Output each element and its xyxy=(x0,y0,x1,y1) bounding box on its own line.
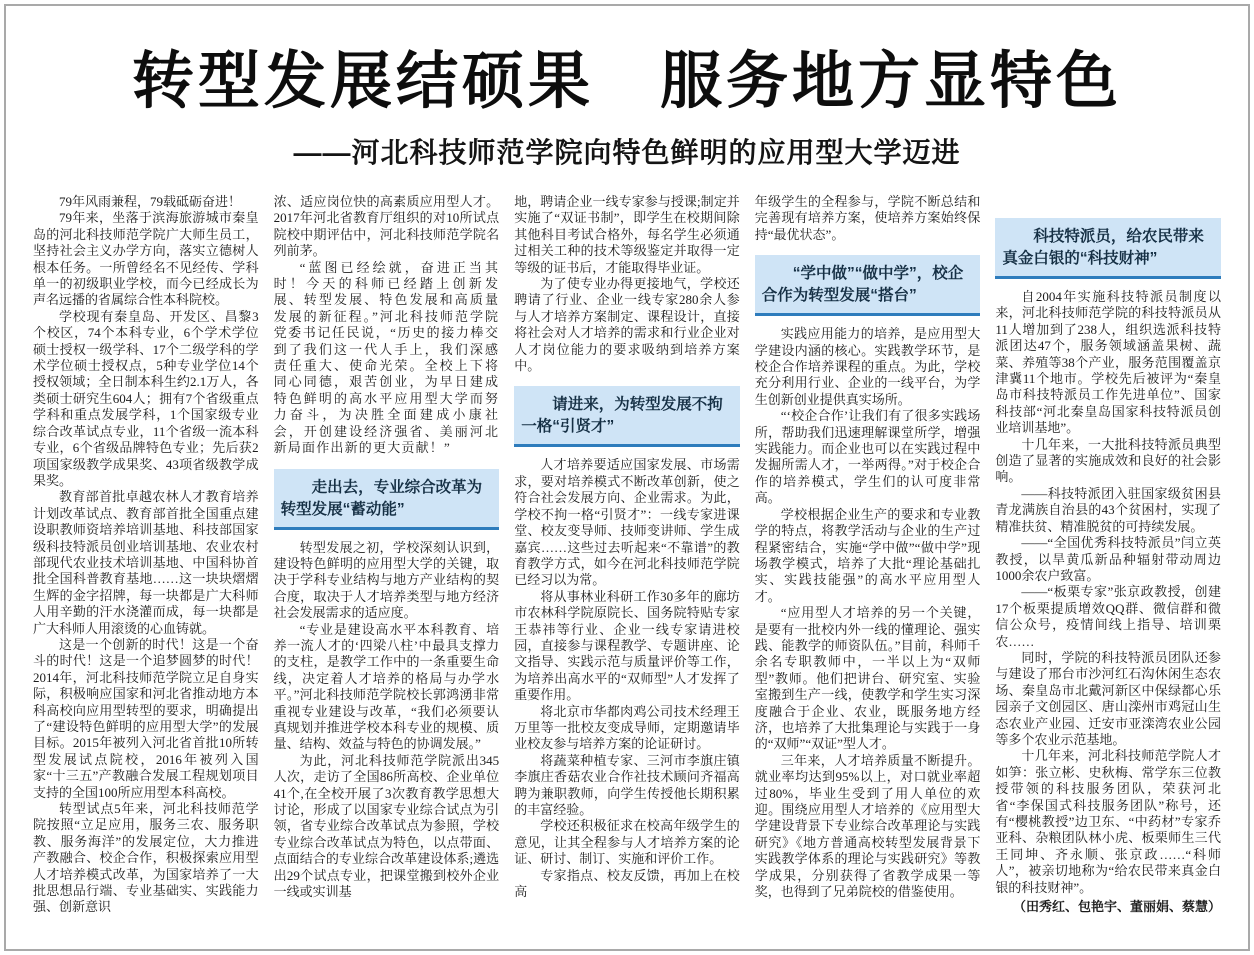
paragraph: “应用型人才培养的另一个关键，是要有一批校内外一线的懂理论、强实践、能教学的师资队伍。”目前，科师千余名专职教师中，一半以上为“双师型”教师。他们把讲台、研究室、实验室搬到生产一线，使教学和学生实习深度融合于企业、农业，既服务地方经济，也培养了大批集理论与实践于一身的“双师”“双证”型人才。 xyxy=(754,605,981,752)
paragraph: 这是一个创新的时代！这是一个奋斗的时代！这是一个追梦圆梦的时代！2014年，河北科技师范学院立足自身实际，积极响应国家和河北省推动地方本科高校向应用型转型的要求，明确提出了“建设特色鲜明的应用型大学”的发展目标。2015年被列入河北省首批10所转型发展试点院校，2016年被列入国家“十三五”产教融合发展工程规划项目支持的全国100所应用型本科高校。 xyxy=(33,636,259,800)
paragraph: 自2004年实施科技特派员制度以来，河北科技师范学院的科技特派员从11人增加到了238人，组织选派科技特派团达47个，服务领域涵盖果树、蔬菜、养殖等38个产业，服务范围覆盖京津冀11个地市。学校先后被评为“秦皇岛市科技特派员工作先进单位”、国家科技部“河北秦皇岛国家科技特派员创业培训基地”。 xyxy=(995,289,1221,436)
paragraph: 转型发展之初，学校深刻认识到，建设特色鲜明的应用型大学的关键，取决于学科专业结构与地方产业结构的契合度，取决于人才培养类型与地方经济社会发展需求的适应度。 xyxy=(273,539,500,621)
column-1 xyxy=(33,194,259,916)
byline: （田秀红、包艳宇、董丽娟、蔡慧） xyxy=(1012,899,1221,915)
page-title-part1: 转型发展结硕果 xyxy=(131,47,594,116)
paragraph: ——“板栗专家”张京政教授，创建17个板栗提质增效QQ群、微信群和微信公众号，疫情间线上指导、培训栗农…… xyxy=(995,584,1221,649)
paragraph: 转型试点5年来，河北科技师范学院按照“立足应用，服务三农、服务职教、服务海洋”的发展定位，大力推进产教融合、校企合作，积极探索应用型人才培养模式改革，为国家培养了一大批思想品行端、专业基础实、实践能力强、创新意识 xyxy=(33,801,259,915)
paragraph: ——科技特派团入驻国家级贫困县青龙满族自治县的43个贫困村，实现了精准扶贫、精准脱贫的可持续发展。 xyxy=(995,485,1221,534)
paragraph: 为此，河北科技师范学院派出345人次，走访了全国86所高校、企业单位41个,在全校开展了3次教育教学思想大讨论，形成了以国家专业综合试点为引领，省专业综合改革试点为参照，学校专业综合改革试点为特色，以点带面、点面结合的专业综合改革建设体系;遴选出29个试点专业，把课堂搬到校外企业一线或实训基 xyxy=(273,752,500,900)
paragraph: 将从事林业科研工作30多年的廊坊市农林科学院原院长、国务院特贴专家王恭祎等行业、企业一线专家请进校园，直接参与课程教学、专题讲座、论文指导、实践示范与质量评价等工作，为培养出高水平的“双师型”人才发挥了重要作用。 xyxy=(514,588,740,703)
section-header: 走出去，专业综合改革为转型发展“蓄动能” xyxy=(274,469,500,530)
paragraph: 人才培养要适应国家发展、市场需求，要对培养模式不断改革创新，使之符合社会发展方向、企业需求。为此，学校不拘一格“引贤才”：一线专家进课堂、校友变导师、技师变讲师、学生成嘉宾……这些过去听起来“不靠谱”的教育教学方式，如今在河北科技师范学院已经习以为常。 xyxy=(514,457,740,588)
paragraph: 实践应用能力的培养，是应用型大学建设内涵的核心。实践教学环节，是校企合作培养课程的重点。为此，学校充分利用行业、企业的一线平台，为学生创新创业提供真实场所。 xyxy=(754,326,981,407)
paragraph: 年级学生的全程参与，学院不断总结和完善现有培养方案，使培养方案始终保持“最优状态”。 xyxy=(754,194,981,242)
column-2 xyxy=(274,194,500,900)
paragraph: 三年来，人才培养质量不断提升。就业率均达到95%以上，对口就业率超过80%，毕业生受到了用人单位的欢迎。围绕应用型人才培养的《应用型大学建设背景下专业综合改革理论与实践研究》《地方普通高校转型发展背景下实践教学体系的理论与实践研究》等教学成果，分别获得了省教学成果一等奖，也得到了兄弟院校的借鉴使用。 xyxy=(754,752,981,900)
page-title xyxy=(0,42,1254,122)
paragraph: 79年风雨兼程，79载砥砺奋进！ xyxy=(59,194,242,209)
section-header: 请进来，为转型发展不拘一格“引贤才” xyxy=(514,386,740,447)
paragraph: 教育部首批卓越农林人才教育培养计划改革试点、教育部首批全国重点建设职教师资培养培训基地、科技部国家级科技特派员创业培训基地、农业农村部现代农业技术培训基地、中国科协首批全国科普教育基地……这一块块熠熠生辉的金字招牌，每一块都是广大科师人用辛勤的汗水浇灌而成，每一块都是广大科师人用滚烫的心血铸就。 xyxy=(33,489,259,636)
paragraph: 学校根据企业生产的要求和专业教学的特点，将教学活动与企业的生产过程紧密结合，实施“学中做”“做中学”现场教学模式，培养了大批“理论基础扎实、实践技能强”的高水平应用型人才。 xyxy=(754,506,981,604)
page-title-part2: 服务地方显特色 xyxy=(660,47,1123,116)
paragraph: “蓝图已经绘就，奋进正当其时！今天的科师已经踏上创新发展、转型发展、特色发展和高质量发展的新征程。”河北科技师范学院党委书记任民说，“历史的接力棒交到了我们这一代人手上，我们深感责任重大、使命光荣。全校上下将同心同德，艰苦创业，为早日建成特色鲜明的高水平应用型大学而努力奋斗，为决胜全面建成小康社会，开创建设经济强省、美丽河北新局面作出新的更大贡献！” xyxy=(273,259,500,456)
paragraph: 将北京市华都肉鸡公司技术经理王万里等一批校友变成导师，定期邀请毕业校友参与培养方案的论证研讨。 xyxy=(514,703,740,752)
paragraph: 为了使专业办得更接地气，学校还聘请了行业、企业一线专家280余人参与人才培养方案制定、课程设计，直接将社会对人才培养的需求和行业企业对人才岗位能力的要求吸纳到培养方案中。 xyxy=(514,276,740,374)
paragraph: ——“全国优秀科技特派员”闫立英教授，以旱黄瓜新品种辐射带动周边1000余农户致富。 xyxy=(995,535,1221,583)
column-4 xyxy=(755,194,981,900)
columns xyxy=(0,194,1254,916)
paragraph: 十几年来，一大批科技特派员典型创造了显著的实施成效和良好的社会影响。 xyxy=(995,436,1221,485)
section-header: 科技特派员，给农民带来真金白银的“科技财神” xyxy=(995,218,1221,279)
paragraph: 79年来，坐落于滨海旅游城市秦皇岛的河北科技师范学院广大师生员工，坚持社会主义办学方向，落实立德树人根本任务。一所曾经名不见经传、学科单一的初级职业学校，而今已经成长为声名远播的省属综合性本科院校。 xyxy=(33,210,259,308)
masthead xyxy=(0,0,1254,170)
paragraph: 浓、适应岗位快的高素质应用型人才。2017年河北省教育厅组织的对10所试点院校中期评估中，河北科技师范学院名列前茅。 xyxy=(273,194,500,259)
paragraph: 十几年来，河北科技师范学院人才如笋：张立彬、史秋梅、常学东三位教授带领的科技服务团队，荣获河北省“李保国式科技服务团队”称号，还有“樱桃教授”边卫东、“中药材”专家乔亚科、杂粮团队林小虎、板栗师生三代王同坤、齐永顺、张京政……“科师人”，被亲切地称为“给农民带来真金白银的科技财神”。 xyxy=(995,748,1221,895)
paragraph: 专家指点、校友反馈，再加上在校高 xyxy=(514,867,740,900)
paragraph: “专业是建设高水平本科教育、培养一流人才的‘四梁八柱’中最具支撑力的支柱，是教学工作中的一条重要生命线，决定着人才培养的格局与办学水平。”河北科技师范学院校长郭鸿湧非常重视专业建设与改革，“我们必须要认真规划并推进学校本科专业的规模、质量、结构、效益与特色的协调发展。” xyxy=(273,621,500,752)
paragraph: 地，聘请企业一线专家参与授课;制定并实施了“双证书制”，即学生在校期间除其他科目考试合格外，每名学生必须通过相关工种的技术等级鉴定并取得一定等级的证书后，才能取得毕业证。 xyxy=(514,194,740,275)
page-subtitle: ——河北科技师范学院向特色鲜明的应用型大学迈进 xyxy=(293,137,961,168)
paragraph: 同时，学院的科技特派员团队还参与建设了邢台市沙河红石沟休闲生态农场、秦皇岛市北戴河新区中保绿都心乐园亲子文创园区、唐山滦州市鸡冠山生态农业产业园、迁安市亚滦湾农业公园等多个农业示范基地。 xyxy=(995,649,1221,747)
paragraph: 将蔬菜种植专家、三河市李旗庄镇李旗庄香菇农业合作社技术顾问齐福高聘为兼职教师，向学生传授他长期积累的丰富经验。 xyxy=(514,752,740,817)
section-header: “学中做”“做中学”，校企合作为转型发展“搭台” xyxy=(755,255,981,316)
column-3 xyxy=(514,194,740,900)
paragraph: 学校现有秦皇岛、开发区、昌黎3个校区，74个本科专业，6个学术学位硕士授权一级学科、17个二级学科的学术学位硕士授权点，5种专业学位14个授权领域；全日制本科生约2.1万人，各类硕士研究生604人；拥有7个省级重点学科和重点发展学科，1个国家级专业综合改革试点专业，11个省级一流本科专业，6个省级品牌特色专业；先后获2项国家级教学成果奖、43项省级教学成果奖。 xyxy=(33,308,259,488)
column-5 xyxy=(995,194,1221,915)
paragraph: “‘校企合作’让我们有了很多实践场所，帮助我们迅速理解课堂所学，增强实践能力。而企业也可以在实践过程中发掘所需人才，一举两得。”对于校企合作的培养模式，学生们的认可度非常高。 xyxy=(754,408,981,506)
paragraph: 学校还积极征求在校高年级学生的意见，让其全程参与人才培养方案的论证、研讨、制订、实施和评价工作。 xyxy=(514,818,740,867)
